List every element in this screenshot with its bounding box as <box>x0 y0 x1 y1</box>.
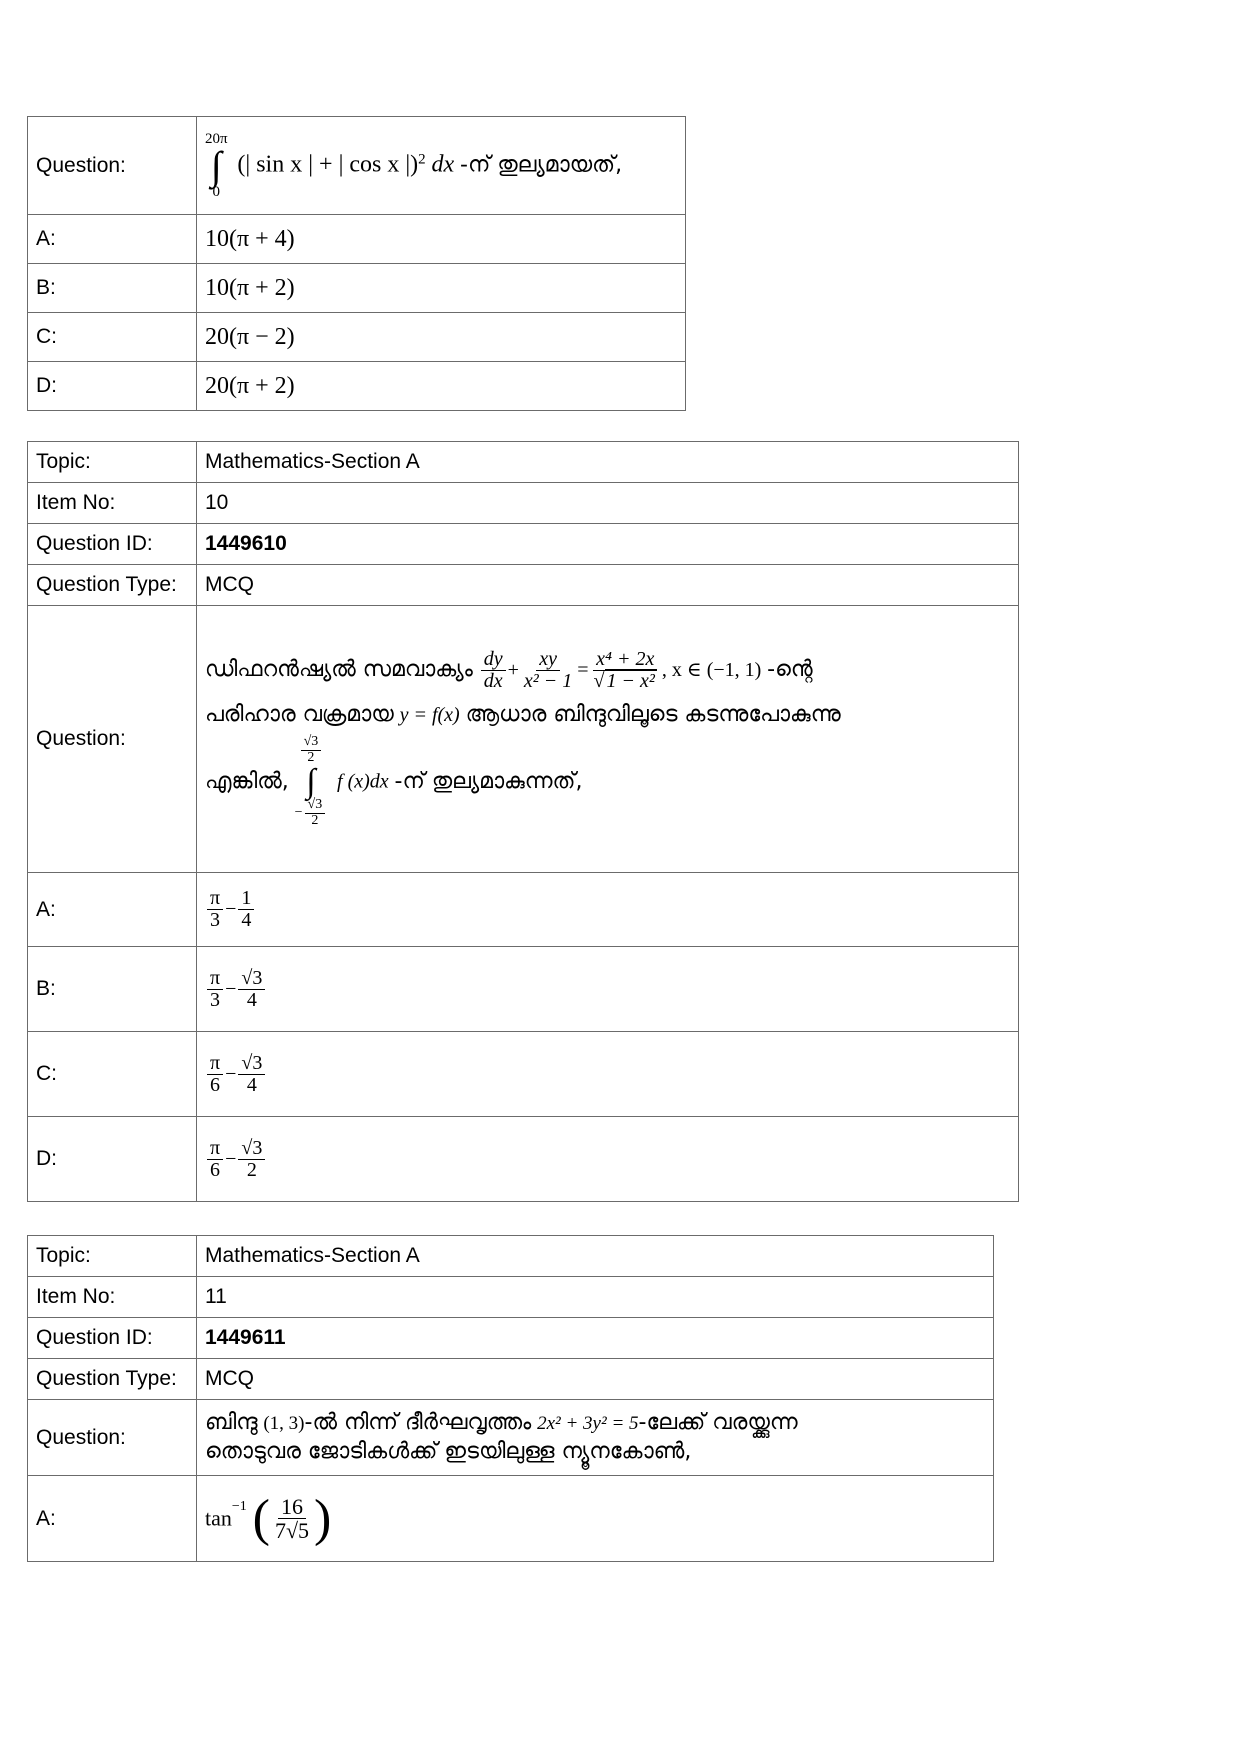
topic-value: Mathematics-Section A <box>197 1236 994 1277</box>
denominator-radical: √5 <box>285 1518 310 1543</box>
derivative-fraction <box>481 649 506 692</box>
fraction-denominator: 3 <box>210 988 221 1011</box>
question-suffix: -ന് തുല്യമായത്, <box>460 152 623 178</box>
fraction-numerator: √3 <box>238 1138 265 1160</box>
question-type-label: Question Type: <box>28 1359 197 1400</box>
question-type-value: MCQ <box>197 565 1019 606</box>
question-type-label: Question Type: <box>28 565 197 606</box>
option-value <box>197 1032 1019 1117</box>
integral-symbol: ∫ <box>306 762 316 800</box>
option-term-1 <box>207 1138 223 1181</box>
lhs-fraction <box>521 649 575 692</box>
integrand: f (x)dx <box>337 770 389 793</box>
lower-fraction <box>305 798 326 828</box>
item-no-label: Item No: <box>28 483 197 524</box>
definite-integral <box>295 735 328 828</box>
option-value <box>197 947 1019 1032</box>
option-label: C: <box>28 313 197 362</box>
fraction-denominator: 2 <box>311 812 319 828</box>
equals-sign: = <box>577 659 589 682</box>
fraction-numerator: π <box>207 888 223 910</box>
exponent: 2 <box>418 151 426 168</box>
item-no-value: 10 <box>197 483 1019 524</box>
item-no-label: Item No: <box>28 1277 197 1318</box>
question-row <box>28 606 1019 873</box>
question-text: എങ്കിൽ, <box>205 769 289 795</box>
domain-text: , x ∈ (−1, 1) <box>661 659 762 682</box>
upper-limit: 20π <box>205 130 228 147</box>
question-label: Question: <box>28 606 197 873</box>
minus-sign: − <box>294 805 303 821</box>
question-text: -ലേക്ക് വരയ്ക്കുന്ന <box>638 1409 798 1435</box>
minus-sign: − <box>225 898 237 921</box>
question-text: ഡിഫറൻഷ്യൽ സമവാക്യം <box>205 657 473 683</box>
option-row-b <box>28 264 686 313</box>
option-label: B: <box>28 264 197 313</box>
question-type-row <box>28 1359 994 1400</box>
option-row-d <box>28 362 686 411</box>
fraction-denominator: dx <box>483 670 503 693</box>
option-label: B: <box>28 947 197 1032</box>
question-label: Question: <box>28 117 197 215</box>
question-id-label: Question ID: <box>28 524 197 565</box>
question-content <box>197 1400 994 1476</box>
option-label: A: <box>28 1476 197 1562</box>
item-no-value: 11 <box>197 1277 994 1318</box>
fraction-numerator: dy <box>481 649 506 671</box>
item-no-row <box>28 483 1019 524</box>
topic-label: Topic: <box>28 1236 197 1277</box>
question-row <box>28 117 686 215</box>
fraction-denominator: 6 <box>210 1158 221 1181</box>
fraction-denominator <box>272 1519 312 1542</box>
option-value <box>197 1117 1019 1202</box>
question-text: ആധാര ബിന്ദുവിലൂടെ കടന്നുപോകുന്നു <box>465 702 841 728</box>
option-label: C: <box>28 1032 197 1117</box>
question-type-value: MCQ <box>197 1359 994 1400</box>
question-id-value: 1449610 <box>197 524 1019 565</box>
radicand: 1 − x² <box>606 670 655 693</box>
question-table-2 <box>27 441 1019 1202</box>
minus-sign: − <box>225 977 237 1000</box>
integrand: (| sin x | + | cos x |) <box>237 151 419 178</box>
fraction-denominator: 6 <box>210 1073 221 1096</box>
fraction-numerator: 16 <box>278 1495 306 1519</box>
question-line-1 <box>205 649 1018 692</box>
fraction-denominator: 2 <box>246 1158 257 1181</box>
fraction-denominator: x² − 1 <box>523 670 573 693</box>
lower-limit: 0 <box>212 183 221 200</box>
option-term-2 <box>238 1053 265 1096</box>
option-label: A: <box>28 215 197 264</box>
differential: dx <box>431 151 455 178</box>
question-suffix: -ന് തുല്യമാകുന്നത്, <box>394 769 583 795</box>
fraction-denominator: 2 <box>307 750 315 766</box>
option-row-a <box>28 873 1019 947</box>
option-row-c <box>28 1032 1019 1117</box>
fraction-numerator: π <box>207 1138 223 1160</box>
definite-integral <box>205 132 228 200</box>
integral-symbol: ∫ <box>210 142 222 188</box>
option-term-2 <box>238 888 254 931</box>
fraction-numerator: π <box>207 1053 223 1075</box>
option-value: 10(π + 2) <box>197 264 686 313</box>
fraction-numerator: π <box>207 968 223 990</box>
question-id-value: 1449611 <box>197 1318 994 1359</box>
fraction-numerator: x⁴ + 2x <box>593 649 657 671</box>
fraction-denominator: 4 <box>241 909 252 931</box>
option-fraction <box>272 1495 312 1542</box>
fraction-denominator <box>591 671 660 692</box>
fraction-numerator: √3 <box>305 798 326 814</box>
question-text: -ൽ നിന്ന് ദീർഘവൃത്തം <box>304 1409 532 1435</box>
option-value: 20(π + 2) <box>197 362 686 411</box>
function-name: tan <box>205 1505 232 1531</box>
fraction-denominator: 4 <box>246 988 257 1011</box>
minus-sign: − <box>225 1147 237 1170</box>
topic-value: Mathematics-Section A <box>197 442 1019 483</box>
sqrt-symbol: √ <box>593 670 605 693</box>
topic-row <box>28 1236 994 1277</box>
item-no-row <box>28 1277 994 1318</box>
rhs-fraction <box>591 649 660 692</box>
question-id-label: Question ID: <box>28 1318 197 1359</box>
lower-limit <box>295 798 328 828</box>
question-line-1 <box>205 1409 993 1438</box>
option-value <box>197 1476 994 1562</box>
option-label: D: <box>28 362 197 411</box>
fraction-denominator: 3 <box>210 909 221 931</box>
question-text: ബിന്ദു <box>205 1409 258 1435</box>
option-label: A: <box>28 873 197 947</box>
option-term-2 <box>238 1138 265 1181</box>
option-term-1 <box>207 1053 223 1096</box>
topic-label: Topic: <box>28 442 197 483</box>
right-paren: ) <box>314 1490 332 1547</box>
option-value: 10(π + 4) <box>197 215 686 264</box>
fraction-numerator: 1 <box>238 888 254 910</box>
topic-row <box>28 442 1019 483</box>
question-line-3 <box>205 735 1018 828</box>
option-label: D: <box>28 1117 197 1202</box>
option-value: 20(π − 2) <box>197 313 686 362</box>
option-row-b <box>28 947 1019 1032</box>
function-notation: y = f(x) <box>399 704 460 727</box>
option-term-2 <box>238 968 265 1011</box>
question-text: പരിഹാര വക്രമായ <box>205 702 394 728</box>
option-row-d <box>28 1117 1019 1202</box>
option-row-a <box>28 215 686 264</box>
question-table-3 <box>27 1235 994 1562</box>
question-content <box>197 117 686 215</box>
left-paren: ( <box>252 1490 270 1547</box>
upper-limit <box>301 735 322 765</box>
minus-sign: − <box>225 1062 237 1085</box>
question-line-2: തൊടുവര ജോടികൾക്ക് ഇടയിലുള്ള ന്യൂനകോൺ, <box>205 1438 692 1464</box>
question-label: Question: <box>28 1400 197 1476</box>
question-table-1 <box>27 116 686 411</box>
fraction-numerator: xy <box>536 649 560 671</box>
question-row <box>28 1400 994 1476</box>
option-term-1 <box>207 888 223 931</box>
question-suffix: -ന്റെ <box>767 657 813 683</box>
question-id-row <box>28 1318 994 1359</box>
option-term-1 <box>207 968 223 1011</box>
fraction-numerator: √3 <box>301 735 322 751</box>
question-type-row <box>28 565 1019 606</box>
ellipse-equation: 2x² + 3y² = 5 <box>537 1412 639 1434</box>
option-value <box>197 873 1019 947</box>
inverse-exponent: −1 <box>231 1499 247 1515</box>
option-row-a <box>28 1476 994 1562</box>
fraction-numerator: √3 <box>238 968 265 990</box>
denominator-coefficient: 7 <box>274 1518 286 1543</box>
question-content <box>197 606 1019 873</box>
point-coordinates: (1, 3) <box>263 1412 305 1434</box>
question-line-2 <box>205 698 1018 731</box>
option-row-c <box>28 313 686 362</box>
fraction-numerator: √3 <box>238 1053 265 1075</box>
fraction-denominator: 4 <box>246 1073 257 1096</box>
plus-sign: + <box>507 659 519 682</box>
question-id-row <box>28 524 1019 565</box>
